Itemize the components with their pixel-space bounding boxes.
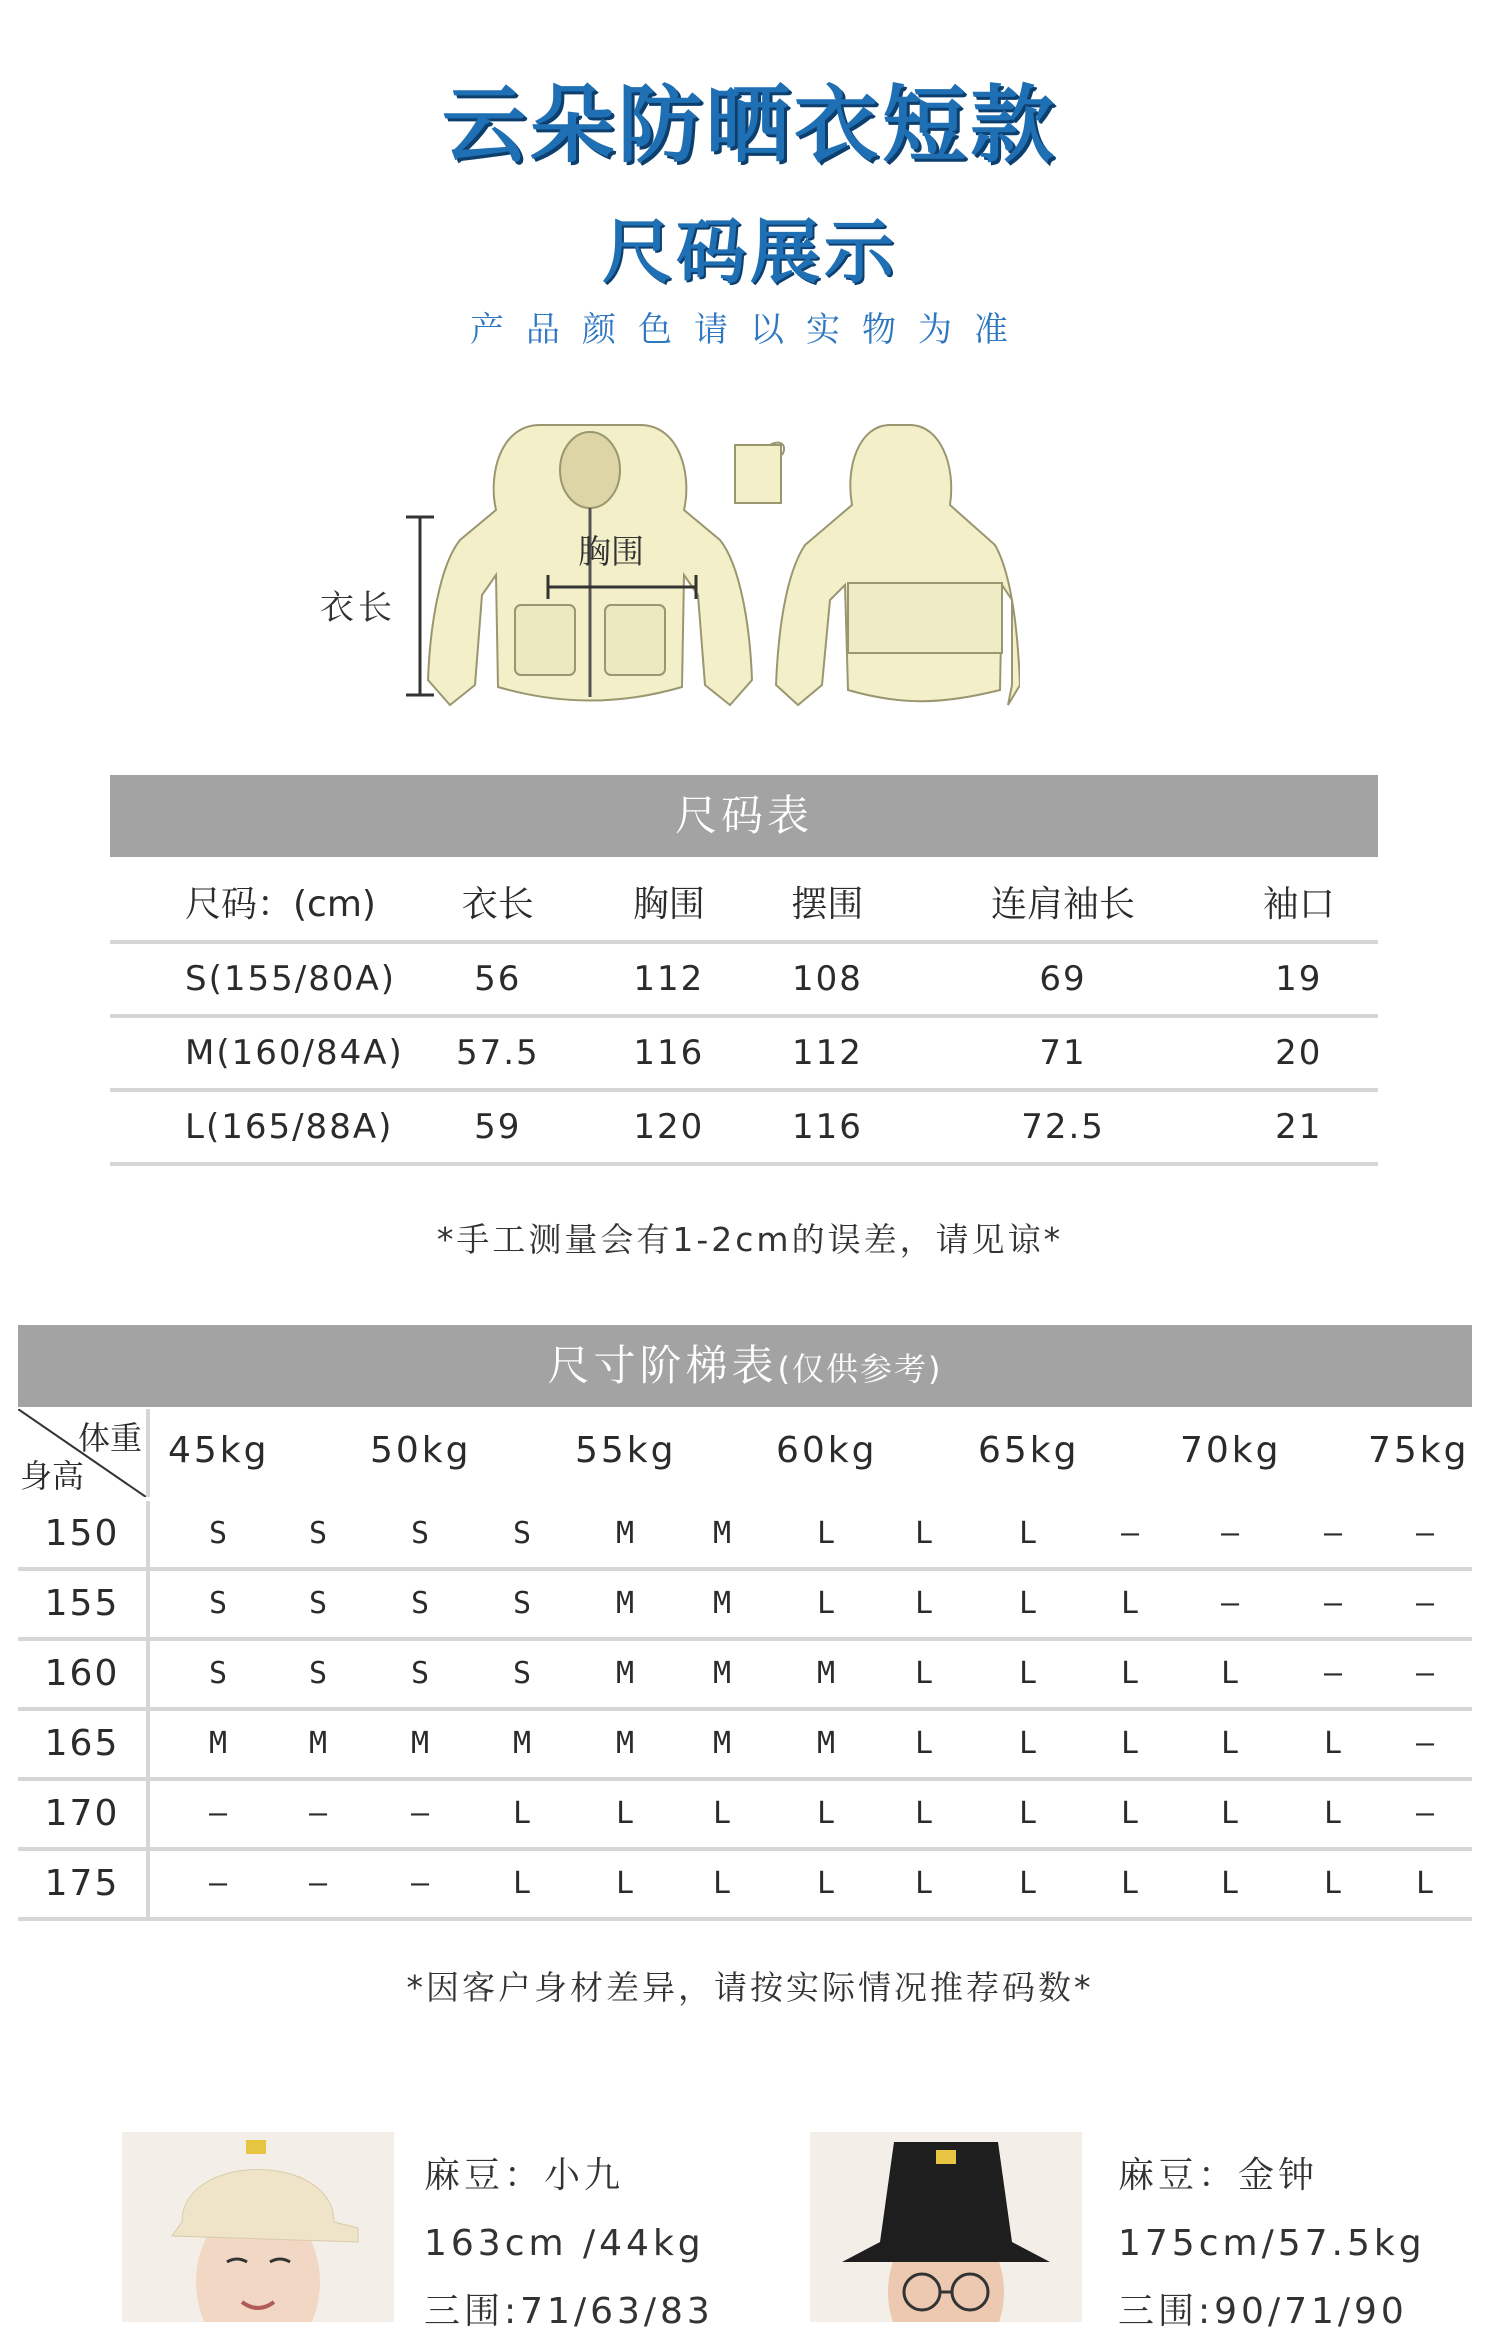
size-table (110, 862, 1378, 1166)
size-cell: – (1415, 1656, 1435, 1691)
length-label: 衣长 (320, 588, 396, 628)
table-row (110, 942, 1378, 1016)
cell-cuff: 21 (1219, 1090, 1378, 1164)
size-cell: L (1323, 1866, 1343, 1901)
cell-size: M(160/84A) (110, 1016, 406, 1090)
ladder-row (18, 1781, 1472, 1851)
size-cell: M (712, 1586, 732, 1621)
size-cell: L (914, 1796, 934, 1831)
size-cell: L (816, 1796, 836, 1831)
size-cell: L (1018, 1516, 1038, 1551)
ladder-title-main: 尺寸阶梯表 (547, 1341, 778, 1390)
corner-height-label: 身高 (20, 1457, 85, 1495)
size-cell: – (1323, 1516, 1343, 1551)
size-cell: L (1323, 1796, 1343, 1831)
size-cell: S (208, 1516, 228, 1551)
cell-size: L(165/88A) (110, 1090, 406, 1164)
section-title: 尺码展示 (602, 211, 898, 293)
size-cell: – (1220, 1586, 1240, 1621)
model-name: 麻豆：金钟 (1118, 2155, 1319, 2196)
size-cell: L (512, 1866, 532, 1901)
size-cell: M (615, 1726, 635, 1761)
ladder-row (18, 1571, 1472, 1641)
header-cuff: 袖口 (1219, 862, 1378, 942)
cell-cuff: 19 (1219, 942, 1378, 1016)
size-cell: L (1120, 1796, 1140, 1831)
size-cell: S (308, 1586, 328, 1621)
height-cell: 150 (18, 1501, 150, 1567)
cell-sleeve: 72.5 (907, 1090, 1220, 1164)
size-cell: – (1323, 1656, 1343, 1691)
cell-sleeve: 71 (907, 1016, 1220, 1090)
size-cell: M (712, 1656, 732, 1691)
size-cell: L (816, 1586, 836, 1621)
size-cell: L (1415, 1866, 1435, 1901)
size-cell: S (308, 1516, 328, 1551)
weight-header: 45kg (168, 1430, 270, 1471)
corner-weight-label: 体重 (77, 1419, 142, 1457)
ladder-table-title (18, 1325, 1472, 1407)
model-info-1 (424, 2142, 714, 2346)
header-sleeve: 连肩袖长 (907, 862, 1220, 942)
weight-header: 65kg (978, 1430, 1080, 1471)
size-table-title: 尺码表 (110, 775, 1378, 857)
table-row (110, 1090, 1378, 1164)
size-cell: – (308, 1866, 328, 1901)
cell-chest: 112 (590, 942, 749, 1016)
size-cell: L (1018, 1726, 1038, 1761)
size-cell: – (1415, 1516, 1435, 1551)
size-cell: L (512, 1796, 532, 1831)
size-cell: – (410, 1796, 430, 1831)
cell-length: 57.5 (406, 1016, 590, 1090)
ladder-row (18, 1641, 1472, 1711)
size-cell: L (712, 1866, 732, 1901)
size-cell: L (1120, 1586, 1140, 1621)
size-cell: – (208, 1866, 228, 1901)
height-cell: 155 (18, 1571, 150, 1637)
size-cell: S (410, 1516, 430, 1551)
height-cell: 160 (18, 1641, 150, 1707)
size-cell: M (410, 1726, 430, 1761)
size-cell: – (308, 1796, 328, 1831)
size-cell: L (1220, 1726, 1240, 1761)
size-cell: L (816, 1866, 836, 1901)
height-cell: 175 (18, 1851, 150, 1917)
chest-label: 胸围 (578, 532, 644, 571)
ladder-row (18, 1501, 1472, 1571)
weight-header: 70kg (1180, 1430, 1282, 1471)
size-cell: S (208, 1656, 228, 1691)
size-cell: – (1415, 1796, 1435, 1831)
jacket-diagram (300, 405, 1020, 725)
size-cell: – (1415, 1726, 1435, 1761)
size-cell: – (1415, 1586, 1435, 1621)
cell-size: S(155/80A) (110, 942, 406, 1016)
weight-header: 55kg (575, 1430, 677, 1471)
size-cell: L (1220, 1796, 1240, 1831)
size-cell: M (712, 1726, 732, 1761)
size-cell: L (615, 1866, 635, 1901)
header-chest: 胸围 (590, 862, 749, 942)
size-cell: L (1018, 1586, 1038, 1621)
size-cell: M (615, 1516, 635, 1551)
model-stats: 175cm/57.5kg (1118, 2223, 1426, 2264)
size-cell: L (1220, 1656, 1240, 1691)
recommend-note: *因客户身材差异，请按实际情况推荐码数* (406, 1968, 1094, 2007)
ladder-row (18, 1711, 1472, 1781)
table-row (110, 1016, 1378, 1090)
size-cell: M (816, 1726, 836, 1761)
size-cell: L (1323, 1726, 1343, 1761)
size-cell: S (308, 1656, 328, 1691)
weight-header: 75kg (1368, 1430, 1470, 1471)
size-cell: S (410, 1586, 430, 1621)
size-cell: L (914, 1726, 934, 1761)
size-cell: S (512, 1586, 532, 1621)
cell-length: 56 (406, 942, 590, 1016)
size-cell: L (1018, 1866, 1038, 1901)
size-cell: M (208, 1726, 228, 1761)
size-cell: S (208, 1586, 228, 1621)
ladder-row (18, 1851, 1472, 1921)
size-cell: – (1323, 1586, 1343, 1621)
model-photo-1 (122, 2132, 394, 2322)
size-cell: L (1120, 1866, 1140, 1901)
size-cell: M (816, 1656, 836, 1691)
size-table-header (110, 862, 1378, 942)
cell-chest: 116 (590, 1016, 749, 1090)
size-cell: L (1018, 1796, 1038, 1831)
size-cell: M (615, 1586, 635, 1621)
height-cell: 165 (18, 1711, 150, 1777)
model-name: 麻豆：小九 (424, 2155, 625, 2196)
size-cell: – (208, 1796, 228, 1831)
cell-length: 59 (406, 1090, 590, 1164)
header-hem: 摆围 (748, 862, 907, 942)
size-cell: L (1120, 1726, 1140, 1761)
size-cell: S (512, 1656, 532, 1691)
size-cell: S (512, 1516, 532, 1551)
measurement-note: *手工测量会有1-2cm的误差，请见谅* (436, 1220, 1064, 1259)
size-cell: L (914, 1866, 934, 1901)
size-cell: – (410, 1866, 430, 1901)
cell-sleeve: 69 (907, 942, 1220, 1016)
size-cell: L (816, 1516, 836, 1551)
header-size: 尺码：(cm) (110, 862, 406, 942)
product-title: 云朵防晒衣短款 (441, 76, 1058, 174)
header-length: 衣长 (406, 862, 590, 942)
size-cell: M (308, 1726, 328, 1761)
cell-hem: 116 (748, 1090, 907, 1164)
model-info-2 (1118, 2142, 1426, 2346)
height-cell: 170 (18, 1781, 150, 1847)
size-cell: S (410, 1656, 430, 1691)
size-cell: – (1220, 1516, 1240, 1551)
cell-hem: 112 (748, 1016, 907, 1090)
model-measure: 三围:90/71/90 (1118, 2291, 1408, 2332)
size-cell: L (615, 1796, 635, 1831)
model-stats: 163cm /44kg (424, 2223, 705, 2264)
ladder-title-small: (仅供参考) (777, 1350, 943, 1388)
ladder-corner (18, 1409, 150, 1497)
size-cell: M (712, 1516, 732, 1551)
size-cell: L (1018, 1656, 1038, 1691)
model-measure: 三围:71/63/83 (424, 2291, 714, 2332)
size-cell: L (712, 1796, 732, 1831)
size-cell: L (1220, 1866, 1240, 1901)
size-cell: – (1120, 1516, 1140, 1551)
size-cell: L (1120, 1656, 1140, 1691)
color-note: 产品颜色请以实物为准 (470, 310, 1030, 350)
cell-hem: 108 (748, 942, 907, 1016)
size-cell: M (615, 1656, 635, 1691)
cell-cuff: 20 (1219, 1016, 1378, 1090)
size-cell: L (914, 1586, 934, 1621)
size-cell: L (914, 1516, 934, 1551)
size-cell: L (914, 1656, 934, 1691)
size-cell: M (512, 1726, 532, 1761)
weight-header: 60kg (776, 1430, 878, 1471)
weight-header: 50kg (370, 1430, 472, 1471)
jacket-illustration (300, 405, 1020, 725)
cell-chest: 120 (590, 1090, 749, 1164)
model-photo-2 (810, 2132, 1082, 2322)
